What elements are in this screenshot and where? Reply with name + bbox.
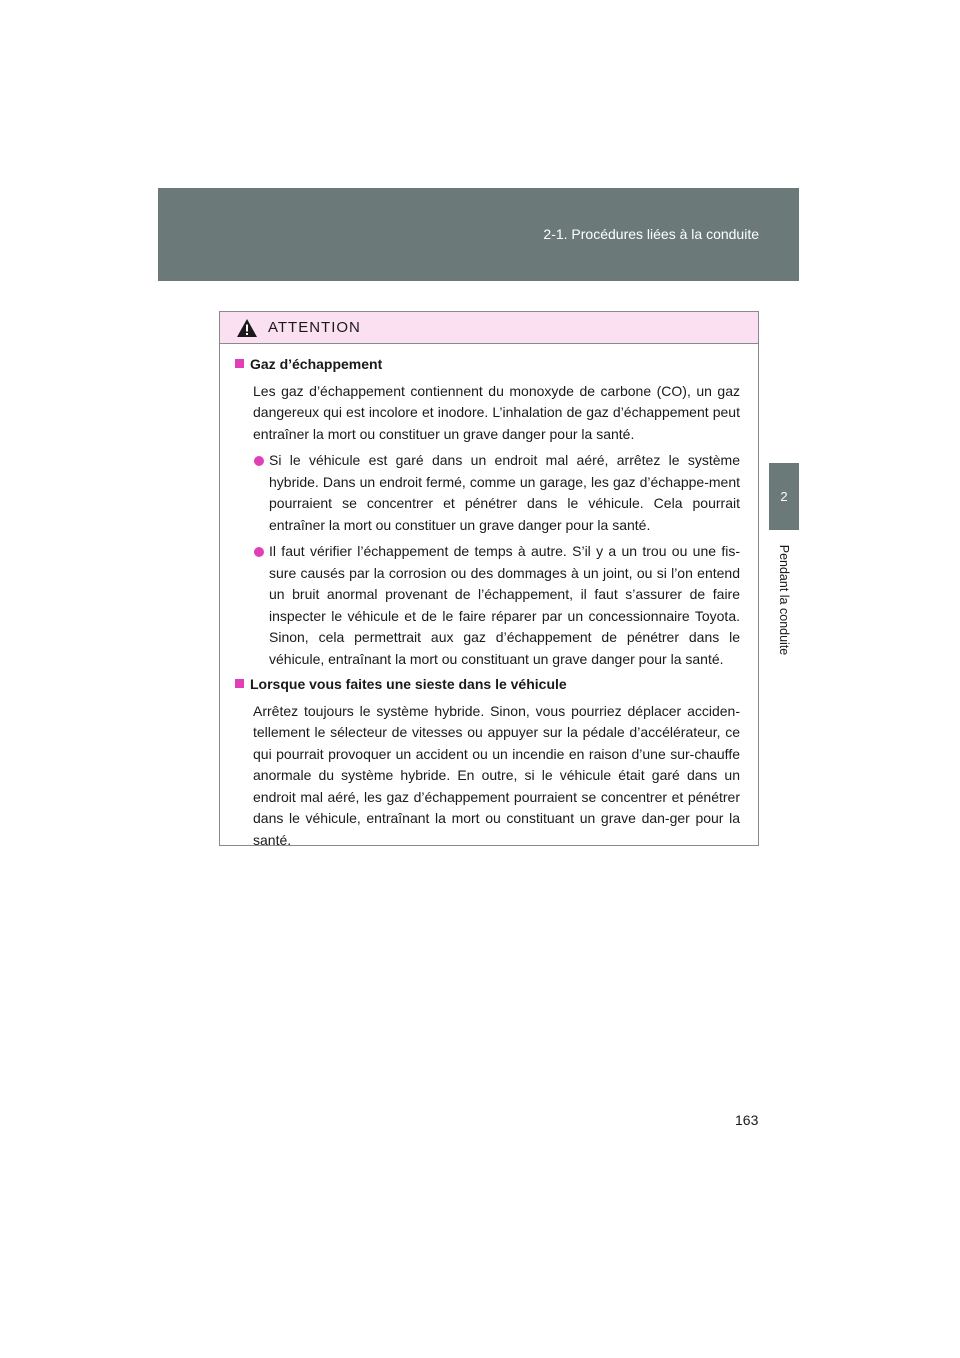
section-heading bbox=[235, 354, 740, 376]
side-tab-top bbox=[769, 281, 799, 463]
section-heading bbox=[235, 674, 740, 696]
warning-body bbox=[220, 344, 758, 851]
warning-title: ATTENTION bbox=[268, 319, 361, 336]
header-band bbox=[158, 188, 799, 281]
warning-header bbox=[220, 312, 758, 344]
square-bullet-icon bbox=[235, 359, 244, 368]
section-nap-in-vehicle bbox=[235, 674, 740, 851]
section-paragraph: Arrêtez toujours le système hybride. Sinon, vous pourriez déplacer acciden-tellement le sélecteur de vitesses ou appuyer sur la pédale d’accélérateur, ce qui pourrait provoquer un accident ou un incendie en raison d’une sur-chauffe anormale du système hybride. En outre, si le véhicule était garé dans un endroit mal aéré, les gaz d’échappement pourraient se concentrer et pénétrer dans le véhicule, entraînant la mort ou constituant un grave dan-ger pour la santé. bbox=[253, 702, 740, 848]
dot-bullet-icon bbox=[254, 547, 264, 557]
list-item-text: Il faut vérifier l’échappement de temps à autre. S’il y a un trou ou une fis-sure causés par la corrosion ou des dommages à un joint, ou si l’on entend un bruit anormal provenant de l’échappement, il faut s’assurer de faire inspecter le véhicule et de le faire réparer par un concessionnaire Toyota. Sinon, cela permettrait aux gaz d’échappement de pénétrer dans le véhicule, entraînant la mort ou constituant un grave danger pour la santé. bbox=[269, 543, 740, 667]
section-heading-text: Lorsque vous faites une sieste dans le véhicule bbox=[250, 676, 567, 692]
warning-box bbox=[219, 311, 759, 846]
list-item-text: Si le véhicule est garé dans un endroit mal aéré, arrêtez le système hybride. Dans un endroit fermé, comme un garage, les gaz d’échappe-ment pourraient se concentrer et pénétrer dans le véhicule. Cela pourrait entraîner la mort ou constituer un grave danger pour la santé. bbox=[269, 452, 740, 533]
dot-bullet-icon bbox=[254, 456, 264, 466]
section-paragraph: Les gaz d’échappement contiennent du monoxyde de carbone (CO), un gaz dangereux qui est incolore et inodore. L’inhalation de gaz d’échappement peut entraîner la mort ou constituer un grave danger pour la santé. bbox=[253, 382, 740, 442]
square-bullet-icon bbox=[235, 679, 244, 688]
list-item bbox=[235, 450, 740, 536]
section-title: 2-1. Procédures liées à la conduite bbox=[543, 226, 759, 242]
page-number: 163 bbox=[735, 1112, 759, 1128]
section-heading-text: Gaz d’échappement bbox=[250, 356, 383, 372]
section-exhaust-gas bbox=[235, 354, 740, 670]
warning-triangle-icon bbox=[236, 318, 258, 338]
list-item bbox=[235, 541, 740, 670]
chapter-number: 2 bbox=[769, 463, 799, 530]
chapter-label: Pendant la conduite bbox=[777, 544, 791, 656]
